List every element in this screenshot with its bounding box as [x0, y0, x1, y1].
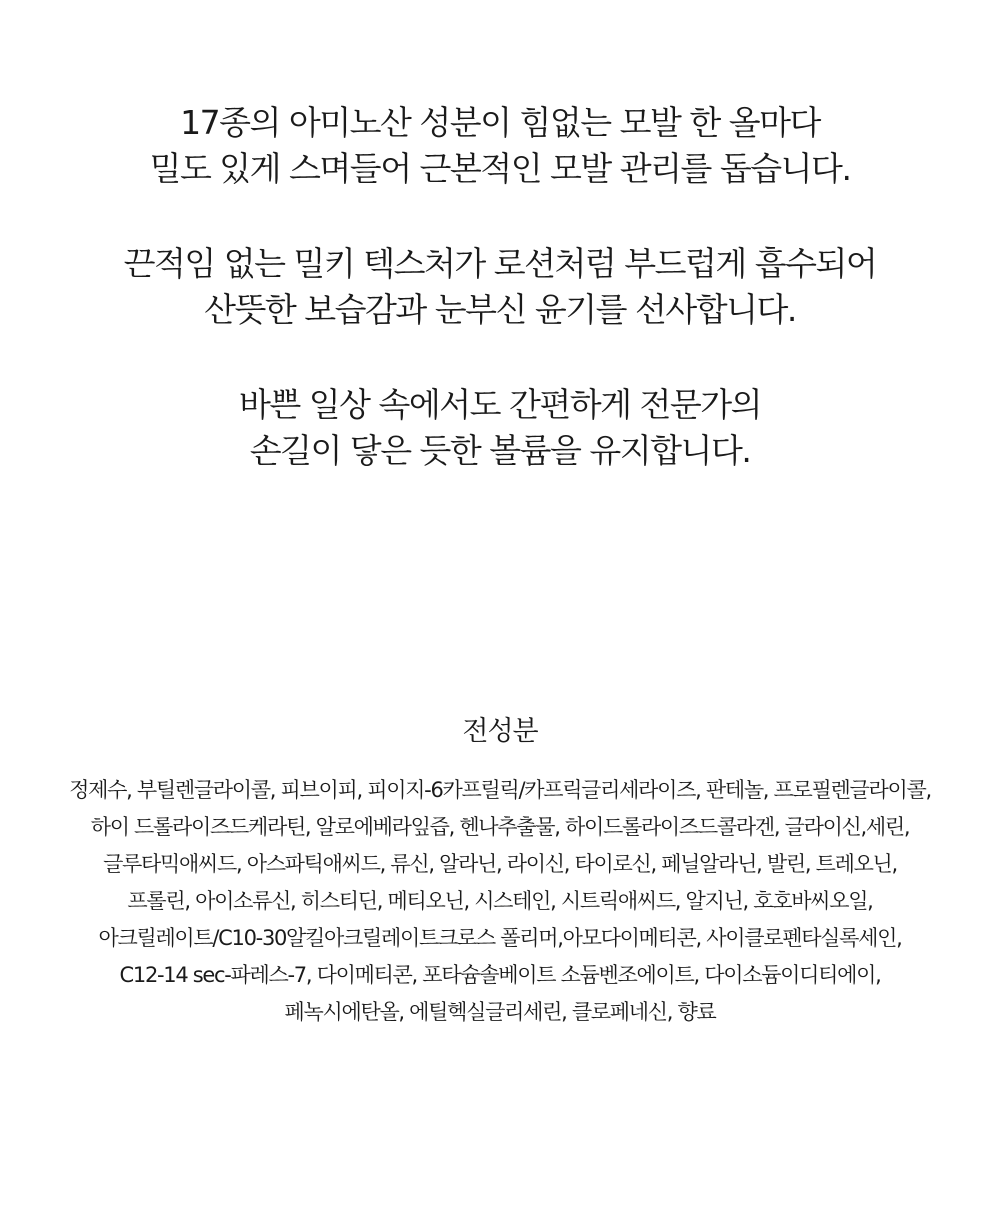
ingredient-line: 글루타믹애씨드, 아스파틱애씨드, 류신, 알라닌, 라이신, 타이로신, 페닐알라닌, 발린, 트레오닌, [103, 852, 897, 876]
ingredient-line: 아크릴레이트/C10-30알킬아크릴레이트크로스 폴리머,아모다이메티콘, 사이클로펜타실록세인, [98, 926, 902, 950]
ingredient-line: C12-14 sec-파레스-7, 다이메티콘, 포타슘솔베이트 소듐벤조에이트, 다이소듐이디티에이, [119, 963, 881, 987]
intro-paragraph-volume [0, 382, 1000, 474]
ingredients-title: 전성분 [462, 716, 538, 747]
ingredient-line: 하이 드롤라이즈드케라틴, 알로에베라잎즙, 헨나추출물, 하이드롤라이즈드콜라겐, 글라이신,세린, [90, 815, 910, 839]
intro-paragraph-texture [0, 241, 1000, 333]
intro-section [0, 100, 1000, 523]
intro-line: 산뜻한 보습감과 눈부신 윤기를 선사합니다. [204, 290, 796, 329]
intro-line: 끈적임 없는 밀키 텍스처가 로션처럼 부드럽게 흡수되어 [123, 244, 877, 283]
intro-line: 손길이 닿은 듯한 볼륨을 유지합니다. [249, 431, 751, 470]
intro-line: 밀도 있게 스며들어 근본적인 모발 관리를 돕습니다. [149, 149, 851, 188]
intro-paragraph-amino [0, 100, 1000, 192]
ingredient-line: 페녹시에탄올, 에틸헥실글리세린, 클로페네신, 향료 [284, 1000, 716, 1024]
ingredient-line: 프롤린, 아이소류신, 히스티딘, 메티오닌, 시스테인, 시트릭애씨드, 알지닌, 호호바씨오일, [127, 889, 873, 913]
ingredient-line: 정제수, 부틸렌글라이콜, 피브이피, 피이지-6카프릴릭/카프릭글리세라이즈, 판테놀, 프로필렌글라이콜, [69, 778, 931, 802]
ingredients-section [0, 712, 1000, 1031]
intro-line: 17종의 아미노산 성분이 힘없는 모발 한 올마다 [180, 103, 820, 142]
intro-line: 바쁜 일상 속에서도 간편하게 전문가의 [238, 385, 761, 424]
